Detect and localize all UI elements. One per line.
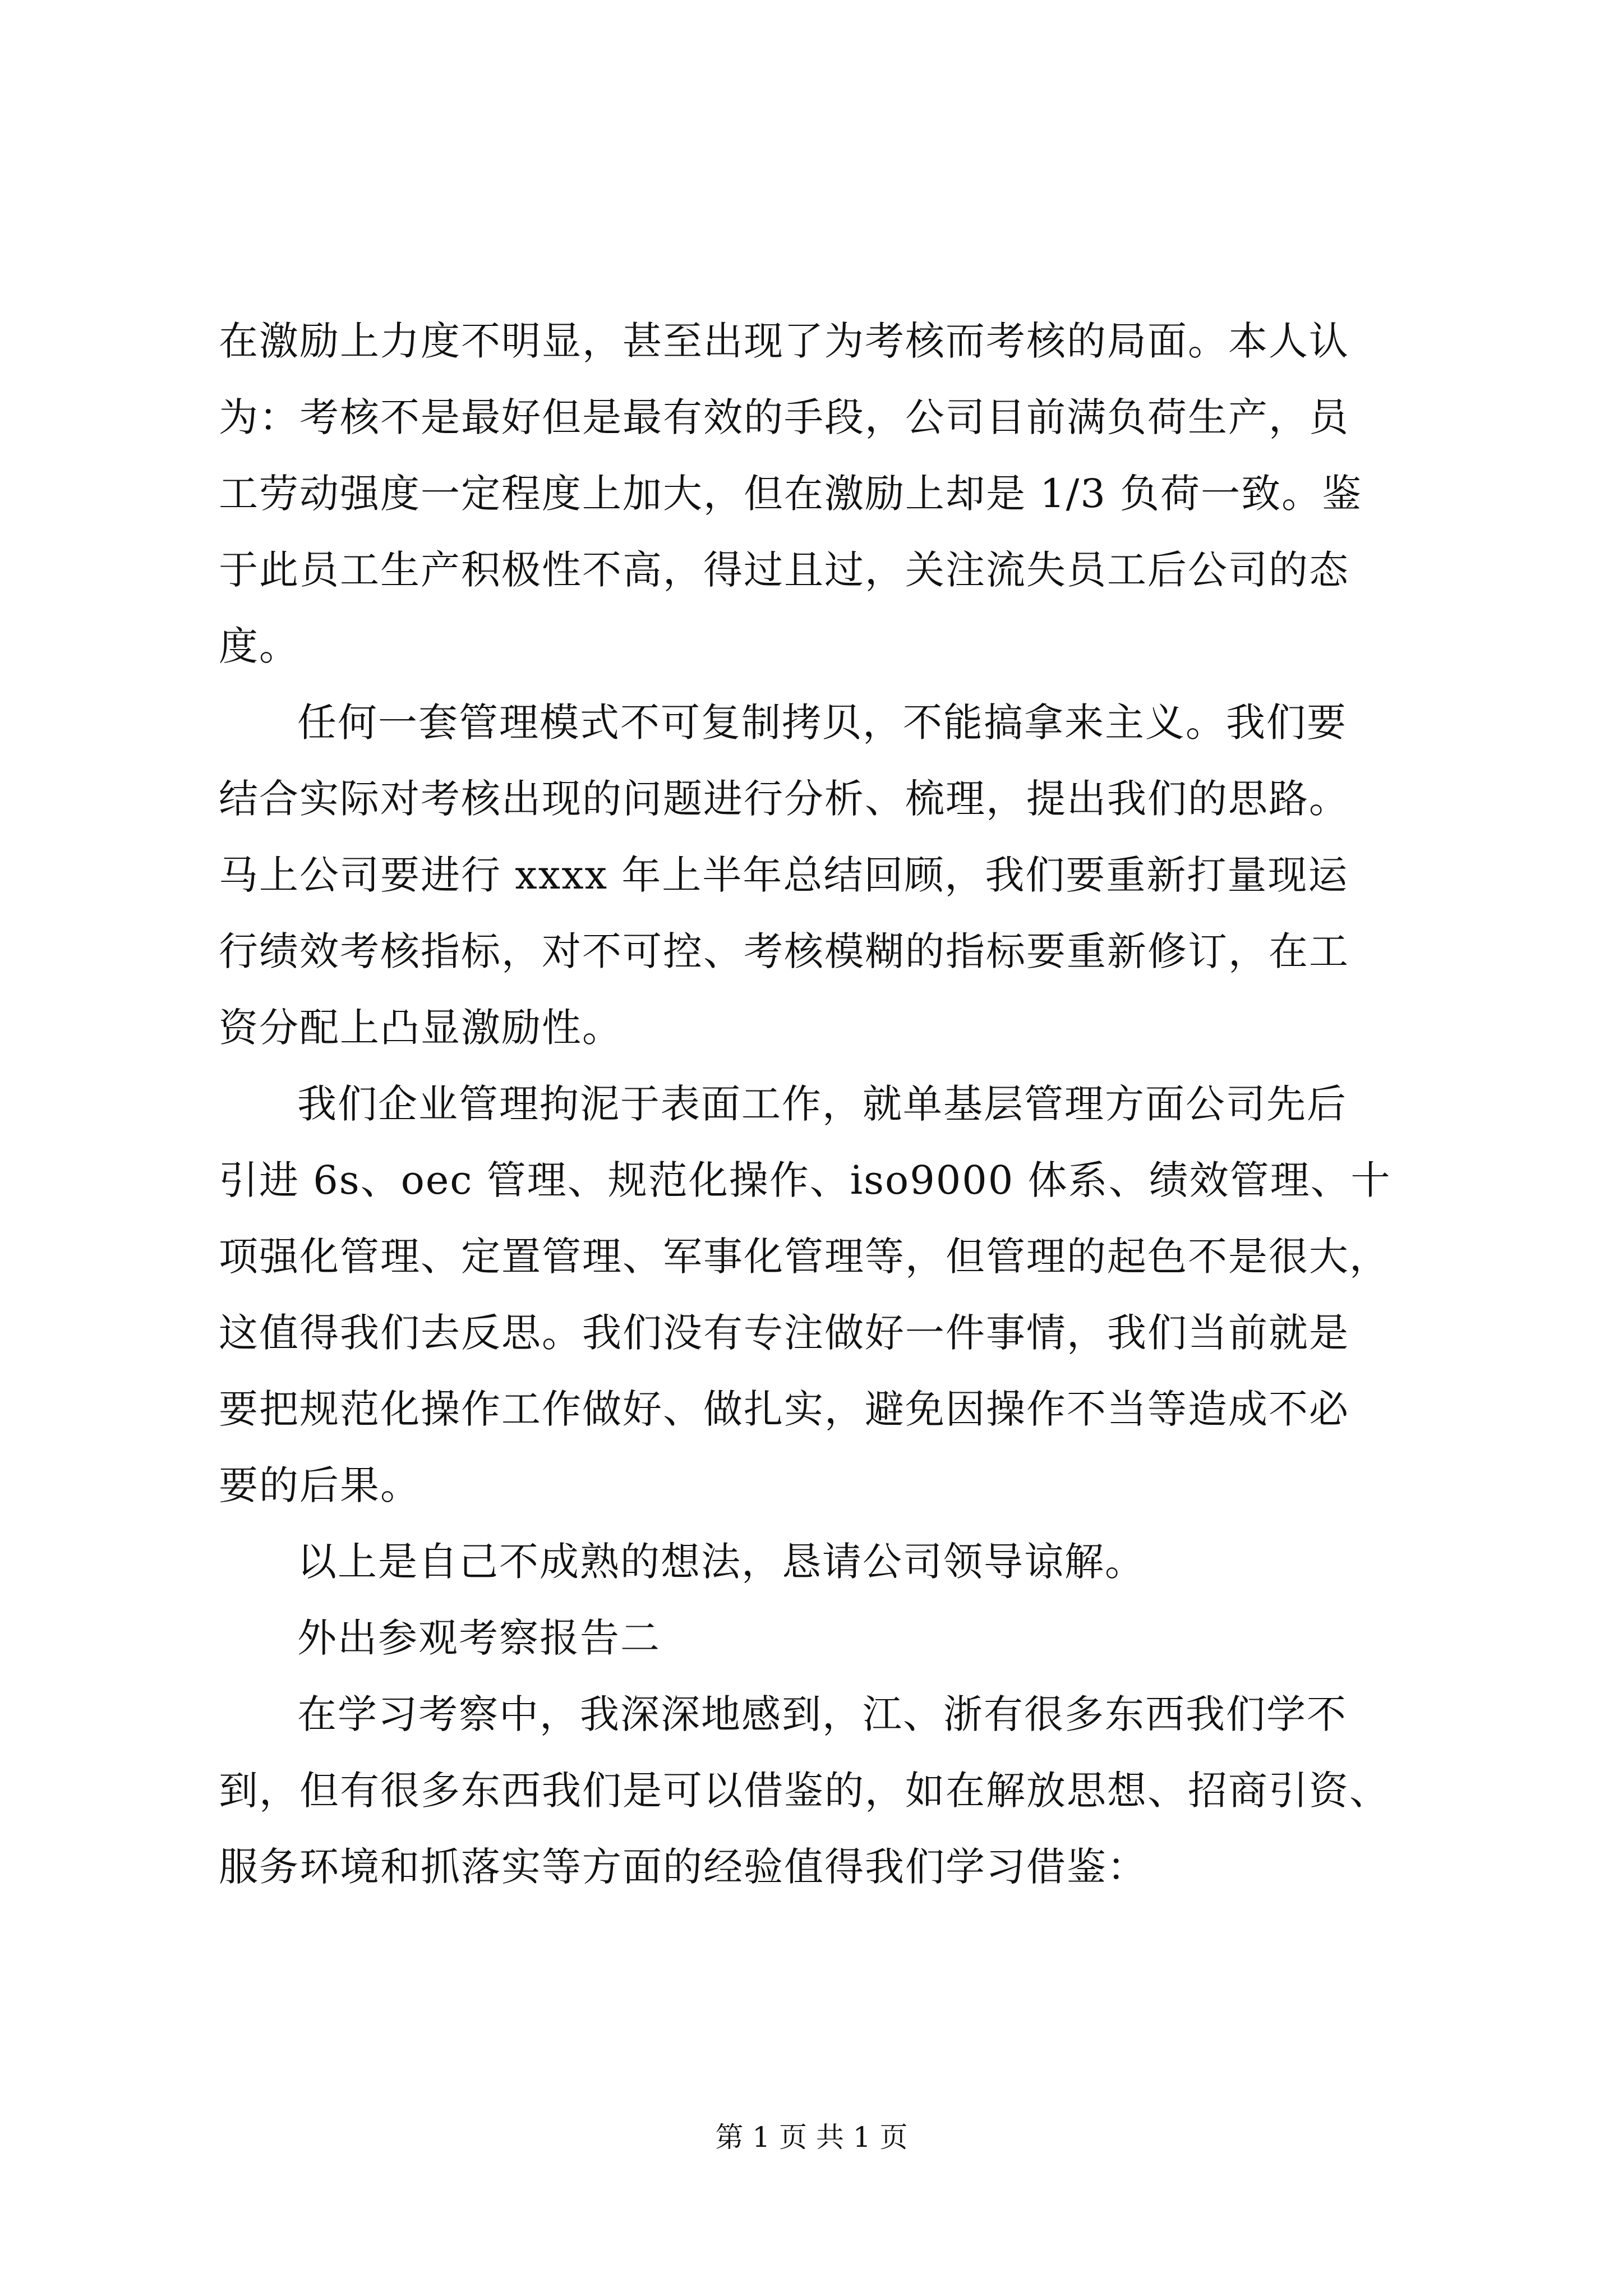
body-text-line: 这值得我们去反思。我们没有专注做好一件事情，我们当前就是 (219, 1310, 1349, 1356)
body-text-line: 在激励上力度不明显，甚至出现了为考核而考核的局面。本人认 (219, 318, 1349, 364)
body-text-line: 马上公司要进行 xxxx 年上半年总结回顾，我们要重新打量现运 (219, 852, 1349, 898)
body-text-line: 任何一套管理模式不可复制拷贝，不能搞拿来主义。我们要 (297, 700, 1347, 746)
body-text-line: 引进 6s、oec 管理、规范化操作、iso9000 体系、绩效管理、十 (219, 1157, 1391, 1203)
body-text-line: 到，但有很多东西我们是可以借鉴的，如在解放思想、招商引资、 (219, 1768, 1390, 1814)
body-text-line: 项强化管理、定置管理、军事化管理等，但管理的起色不是很大， (219, 1234, 1390, 1280)
body-text-line: 在学习考察中，我深深地感到，江、浙有很多东西我们学不 (297, 1691, 1347, 1737)
body-text-line: 服务环境和抓落实等方面的经验值得我们学习借鉴： (219, 1844, 1147, 1890)
page-number-footer: 第 1 页 共 1 页 (715, 2121, 908, 2154)
body-text-line: 要的后果。 (219, 1462, 421, 1508)
body-text-line: 资分配上凸显激励性。 (219, 1005, 623, 1051)
body-text-line: 行绩效考核指标，对不可控、考核模糊的指标要重新修订，在工 (219, 928, 1349, 974)
body-text-line: 于此员工生产积极性不高，得过且过，关注流失员工后公司的态 (219, 547, 1349, 593)
body-text-line: 度。 (219, 623, 299, 669)
body-text-line: 要把规范化操作工作做好、做扎实，避免因操作不当等造成不必 (219, 1386, 1349, 1432)
section-heading: 外出参观考察报告二 (297, 1615, 661, 1661)
body-text-line: 工劳动强度一定程度上加大，但在激励上却是 1/3 负荷一致。鉴 (219, 471, 1363, 517)
body-text-line: 以上是自己不成熟的想法，恳请公司领导谅解。 (297, 1539, 1145, 1585)
body-text-line: 我们企业管理拘泥于表面工作，就单基层管理方面公司先后 (297, 1081, 1347, 1127)
body-text-line: 为：考核不是最好但是最有效的手段，公司目前满负荷生产，员 (219, 394, 1349, 440)
body-text-line: 结合实际对考核出现的问题进行分析、梳理，提出我们的思路。 (219, 776, 1349, 822)
